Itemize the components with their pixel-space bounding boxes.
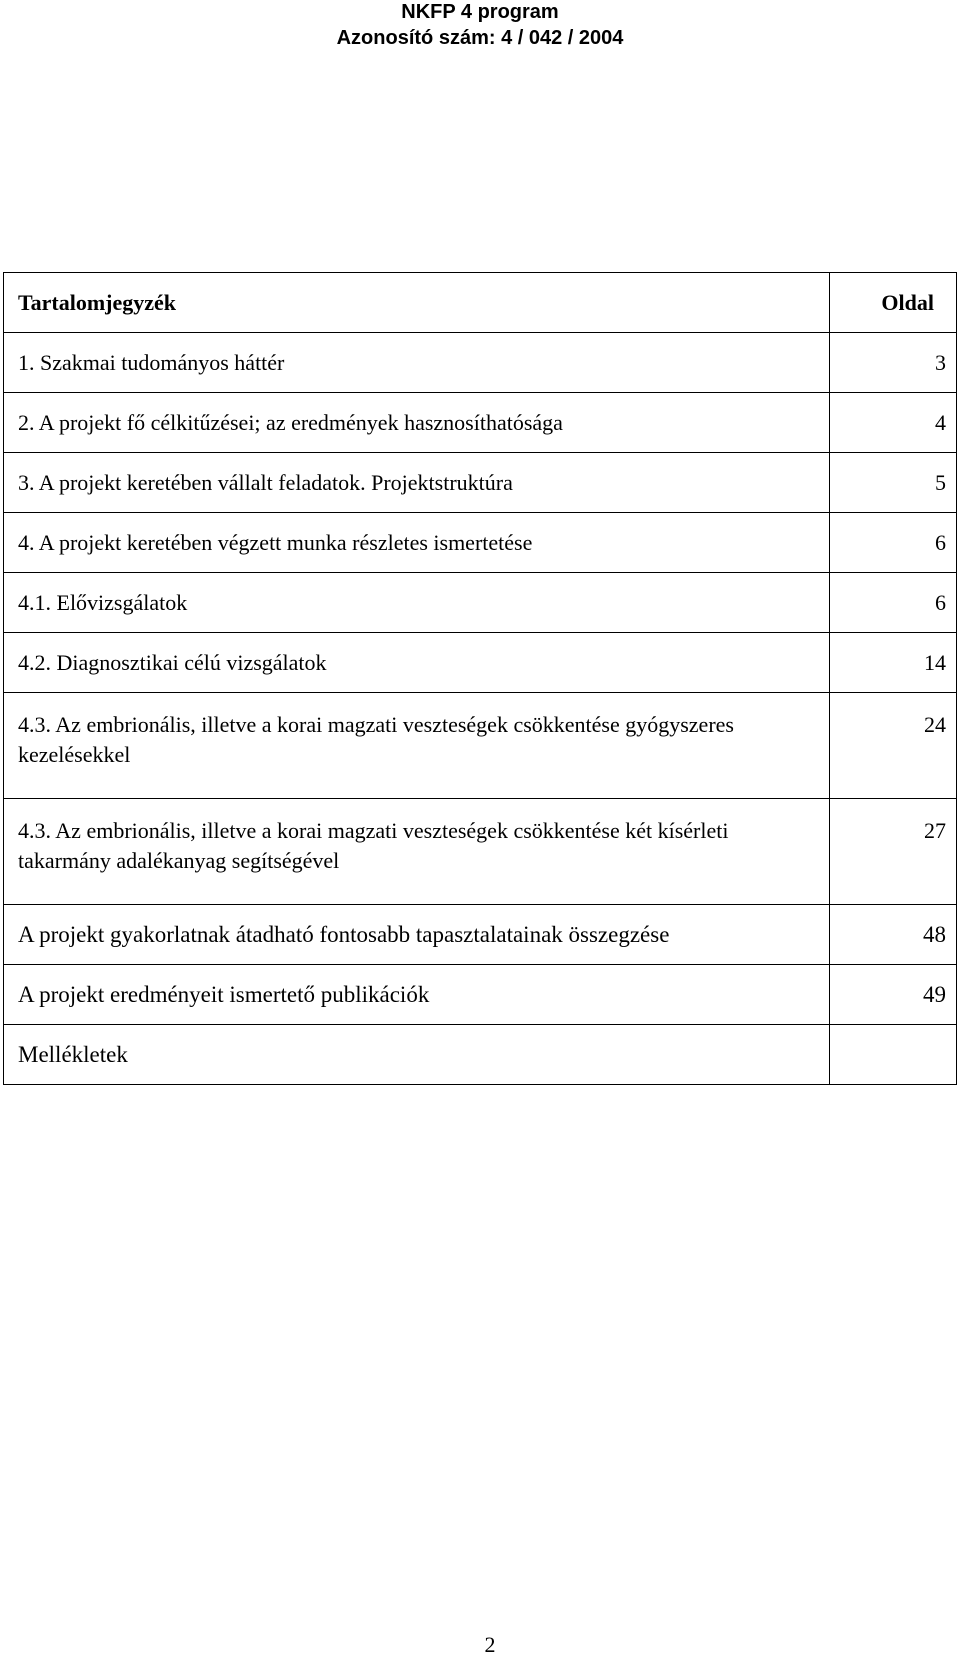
toc-entry-page: 48 <box>830 905 957 965</box>
toc-entry-page: 6 <box>830 513 957 573</box>
toc-entry-title: 3. A projekt keretében vállalt feladatok. Projektstruktúra <box>4 453 830 513</box>
table-row <box>4 1025 957 1085</box>
toc-entry-title: 4.3. Az embrionális, illetve a korai magzati veszteségek csökkentése két kísérleti takarmány adalékanyag segítségével <box>4 799 830 905</box>
toc-entry-title: 4. A projekt keretében végzett munka részletes ismertetése <box>4 513 830 573</box>
toc-entry-page: 3 <box>830 333 957 393</box>
toc-entry-page: 14 <box>830 633 957 693</box>
toc-heading: Tartalomjegyzék <box>4 273 830 333</box>
table-row <box>4 573 957 633</box>
table-row <box>4 453 957 513</box>
toc-page-heading: Oldal <box>830 273 957 333</box>
document-header <box>0 0 960 51</box>
toc-entry-page: 4 <box>830 393 957 453</box>
toc-entry-page <box>830 1025 957 1085</box>
toc-entry-page: 5 <box>830 453 957 513</box>
toc-entry-title: 4.1. Elővizsgálatok <box>4 573 830 633</box>
table-of-contents <box>3 272 957 1085</box>
table-row <box>4 513 957 573</box>
toc-entry-title: A projekt eredményeit ismertető publikációk <box>4 965 830 1025</box>
table-row <box>4 799 957 905</box>
toc-entry-page: 6 <box>830 573 957 633</box>
table-row <box>4 693 957 799</box>
toc-entry-page: 49 <box>830 965 957 1025</box>
toc-entry-page: 27 <box>830 799 957 905</box>
toc-entry-title: 4.3. Az embrionális, illetve a korai magzati veszteségek csökkentése gyógyszeres kezelésekkel <box>4 693 830 799</box>
toc-entry-page: 24 <box>830 693 957 799</box>
toc-entry-title: 2. A projekt fő célkitűzései; az eredmények hasznosíthatósága <box>4 393 830 453</box>
page-number: 2 <box>484 1632 496 1657</box>
table-row <box>4 333 957 393</box>
table-row <box>4 633 957 693</box>
table-row <box>4 393 957 453</box>
toc-entry-title: Mellékletek <box>4 1025 830 1085</box>
toc-entry-title: A projekt gyakorlatnak átadható fontosabb tapasztalatainak összegzése <box>4 905 830 965</box>
identifier-number: Azonosító szám: 4 / 042 / 2004 <box>336 27 624 49</box>
program-title: NKFP 4 program <box>401 1 559 23</box>
toc-header-row <box>4 273 957 333</box>
table-row <box>4 965 957 1025</box>
table-row <box>4 905 957 965</box>
toc-entry-title: 4.2. Diagnosztikai célú vizsgálatok <box>4 633 830 693</box>
toc-entry-title: 1. Szakmai tudományos háttér <box>4 333 830 393</box>
